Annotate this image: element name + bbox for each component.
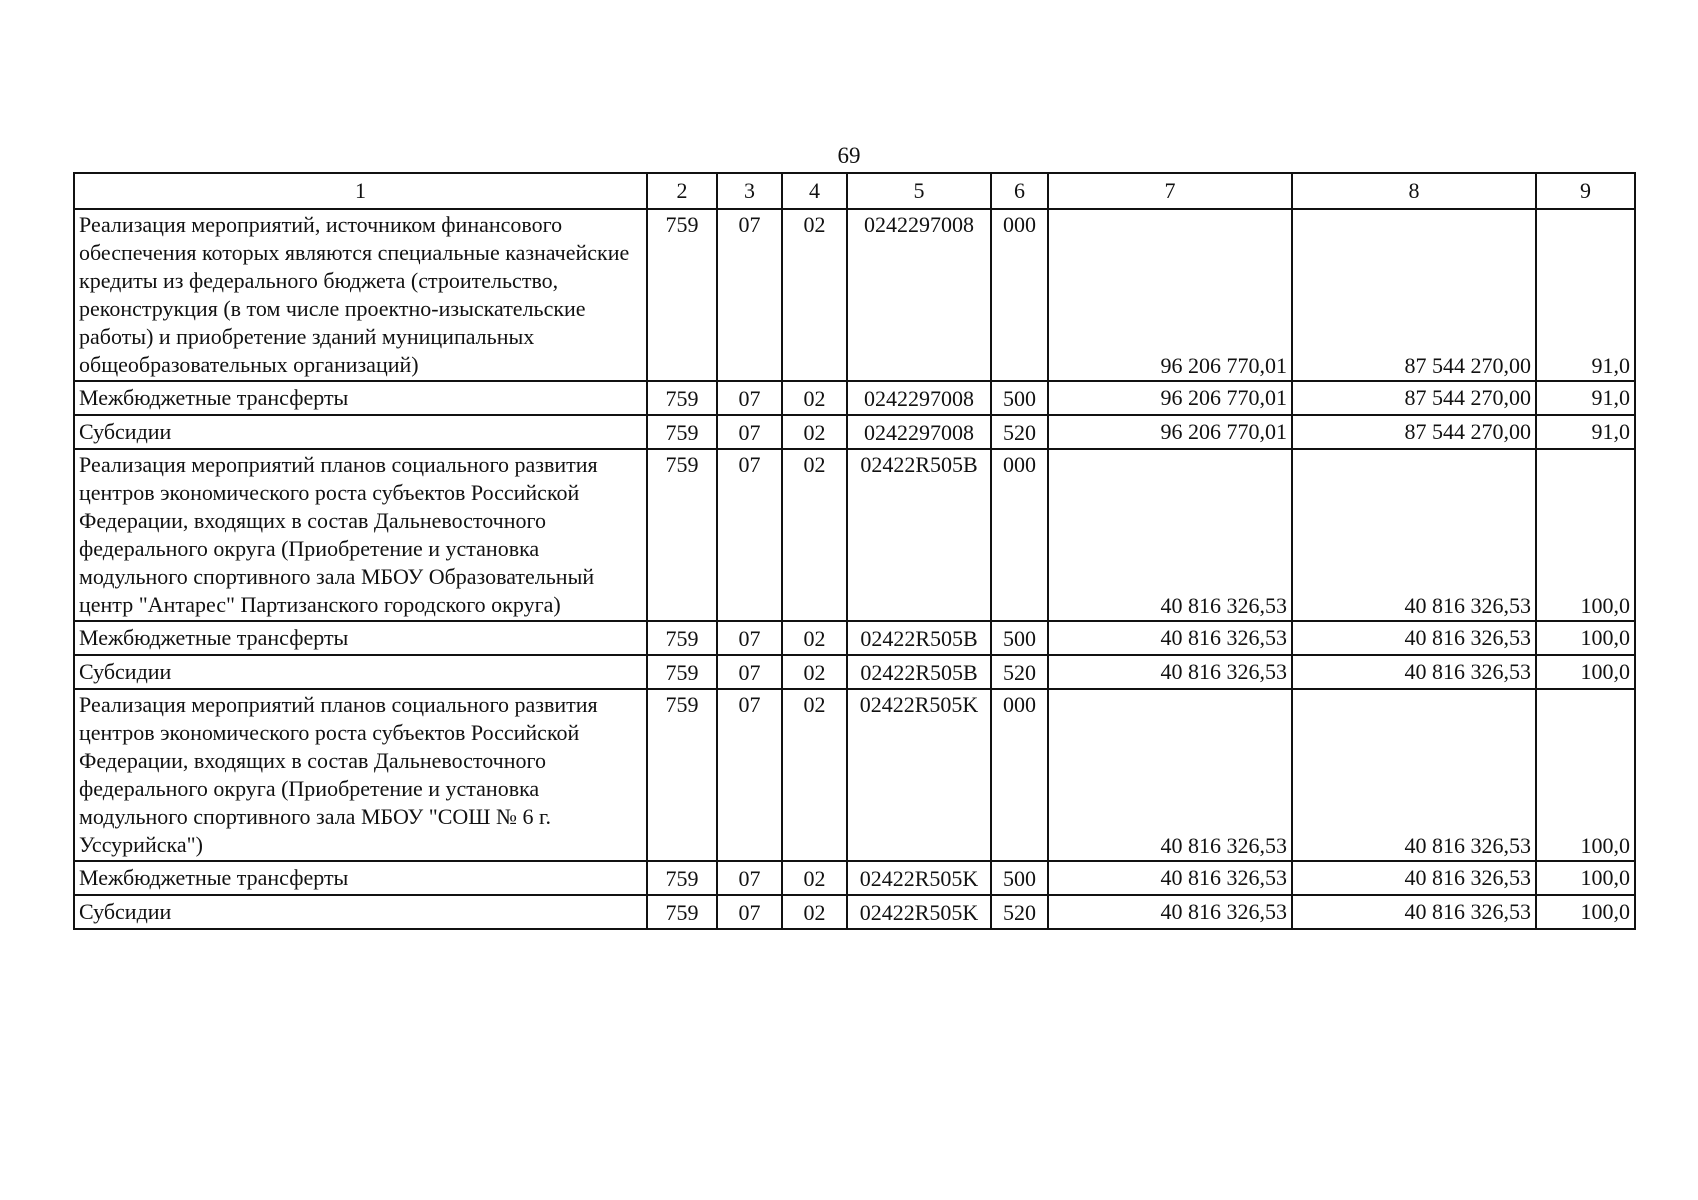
code-target-article: 02422R505K [847,861,991,895]
row-name: Субсидии [74,655,647,689]
code-ministry: 759 [647,689,717,861]
column-header: 3 [717,173,782,209]
table-row [74,895,1635,929]
code-section: 07 [717,655,782,689]
column-header: 9 [1536,173,1635,209]
amount-executed: 87 544 270,00 [1292,415,1536,449]
code-subsection: 02 [782,689,847,861]
code-expense-type: 500 [991,381,1048,415]
row-name: Субсидии [74,895,647,929]
code-expense-type: 500 [991,861,1048,895]
column-header: 4 [782,173,847,209]
code-section: 07 [717,415,782,449]
code-subsection: 02 [782,895,847,929]
execution-percent: 100,0 [1536,861,1635,895]
code-expense-type: 000 [991,689,1048,861]
row-name: Реализация мероприятий планов социального развития центров экономического роста субъектов Российской Федерации, входящих в состав Дальневосточного федерального округа (Приобретение и установка модульного спортивного зала МБОУ Образовательный центр "Антарес" Партизанского городского округа) [74,449,647,621]
code-target-article: 02422R505K [847,689,991,861]
code-ministry: 759 [647,655,717,689]
row-name: Межбюджетные трансферты [74,381,647,415]
execution-percent: 100,0 [1536,895,1635,929]
table-row [74,209,1635,381]
execution-percent: 91,0 [1536,209,1635,381]
row-name: Реализация мероприятий, источником финансового обеспечения которых являются специальные казначейские кредиты из федерального бюджета (строительство, реконструкция (в том числе проектно-изыскательские работы) и приобретение зданий муниципальных общеобразовательных организаций) [74,209,647,381]
amount-planned: 40 816 326,53 [1048,895,1292,929]
execution-percent: 100,0 [1536,449,1635,621]
execution-percent: 91,0 [1536,415,1635,449]
code-expense-type: 000 [991,449,1048,621]
column-header: 6 [991,173,1048,209]
column-header: 2 [647,173,717,209]
amount-executed: 40 816 326,53 [1292,449,1536,621]
code-subsection: 02 [782,449,847,621]
code-ministry: 759 [647,895,717,929]
table-row [74,415,1635,449]
code-subsection: 02 [782,621,847,655]
code-target-article: 0242297008 [847,209,991,381]
execution-percent: 100,0 [1536,655,1635,689]
code-expense-type: 520 [991,655,1048,689]
code-ministry: 759 [647,621,717,655]
code-expense-type: 500 [991,621,1048,655]
code-section: 07 [717,861,782,895]
code-subsection: 02 [782,381,847,415]
code-ministry: 759 [647,861,717,895]
code-expense-type: 520 [991,415,1048,449]
column-header: 8 [1292,173,1536,209]
table-row [74,861,1635,895]
code-section: 07 [717,449,782,621]
amount-planned: 96 206 770,01 [1048,381,1292,415]
amount-executed: 40 816 326,53 [1292,895,1536,929]
amount-executed: 40 816 326,53 [1292,689,1536,861]
table-row [74,689,1635,861]
code-ministry: 759 [647,415,717,449]
code-section: 07 [717,689,782,861]
execution-percent: 100,0 [1536,621,1635,655]
table-header-row [74,173,1635,209]
amount-planned: 40 816 326,53 [1048,689,1292,861]
table-row [74,449,1635,621]
amount-planned: 40 816 326,53 [1048,655,1292,689]
row-name: Межбюджетные трансферты [74,861,647,895]
budget-table [73,172,1636,930]
column-header: 5 [847,173,991,209]
amount-executed: 40 816 326,53 [1292,655,1536,689]
amount-planned: 40 816 326,53 [1048,861,1292,895]
table-row [74,381,1635,415]
page-number: 69 [837,143,861,168]
code-section: 07 [717,381,782,415]
code-section: 07 [717,209,782,381]
code-target-article: 0242297008 [847,415,991,449]
column-header: 7 [1048,173,1292,209]
code-ministry: 759 [647,381,717,415]
code-subsection: 02 [782,415,847,449]
code-ministry: 759 [647,209,717,381]
row-name: Межбюджетные трансферты [74,621,647,655]
amount-planned: 96 206 770,01 [1048,209,1292,381]
code-target-article: 02422R505B [847,621,991,655]
amount-executed: 87 544 270,00 [1292,381,1536,415]
amount-planned: 40 816 326,53 [1048,621,1292,655]
amount-planned: 96 206 770,01 [1048,415,1292,449]
column-header: 1 [74,173,647,209]
table-row [74,655,1635,689]
amount-executed: 87 544 270,00 [1292,209,1536,381]
amount-planned: 40 816 326,53 [1048,449,1292,621]
code-target-article: 02422R505B [847,449,991,621]
code-target-article: 02422R505B [847,655,991,689]
code-expense-type: 520 [991,895,1048,929]
code-ministry: 759 [647,449,717,621]
code-section: 07 [717,621,782,655]
row-name: Реализация мероприятий планов социального развития центров экономического роста субъектов Российской Федерации, входящих в состав Дальневосточного федерального округа (Приобретение и установка модульного спортивного зала МБОУ "СОШ № 6 г. Уссурийска") [74,689,647,861]
execution-percent: 91,0 [1536,381,1635,415]
code-subsection: 02 [782,861,847,895]
amount-executed: 40 816 326,53 [1292,621,1536,655]
table-row [74,621,1635,655]
code-subsection: 02 [782,655,847,689]
amount-executed: 40 816 326,53 [1292,861,1536,895]
code-target-article: 02422R505K [847,895,991,929]
code-expense-type: 000 [991,209,1048,381]
row-name: Субсидии [74,415,647,449]
execution-percent: 100,0 [1536,689,1635,861]
code-target-article: 0242297008 [847,381,991,415]
code-subsection: 02 [782,209,847,381]
code-section: 07 [717,895,782,929]
